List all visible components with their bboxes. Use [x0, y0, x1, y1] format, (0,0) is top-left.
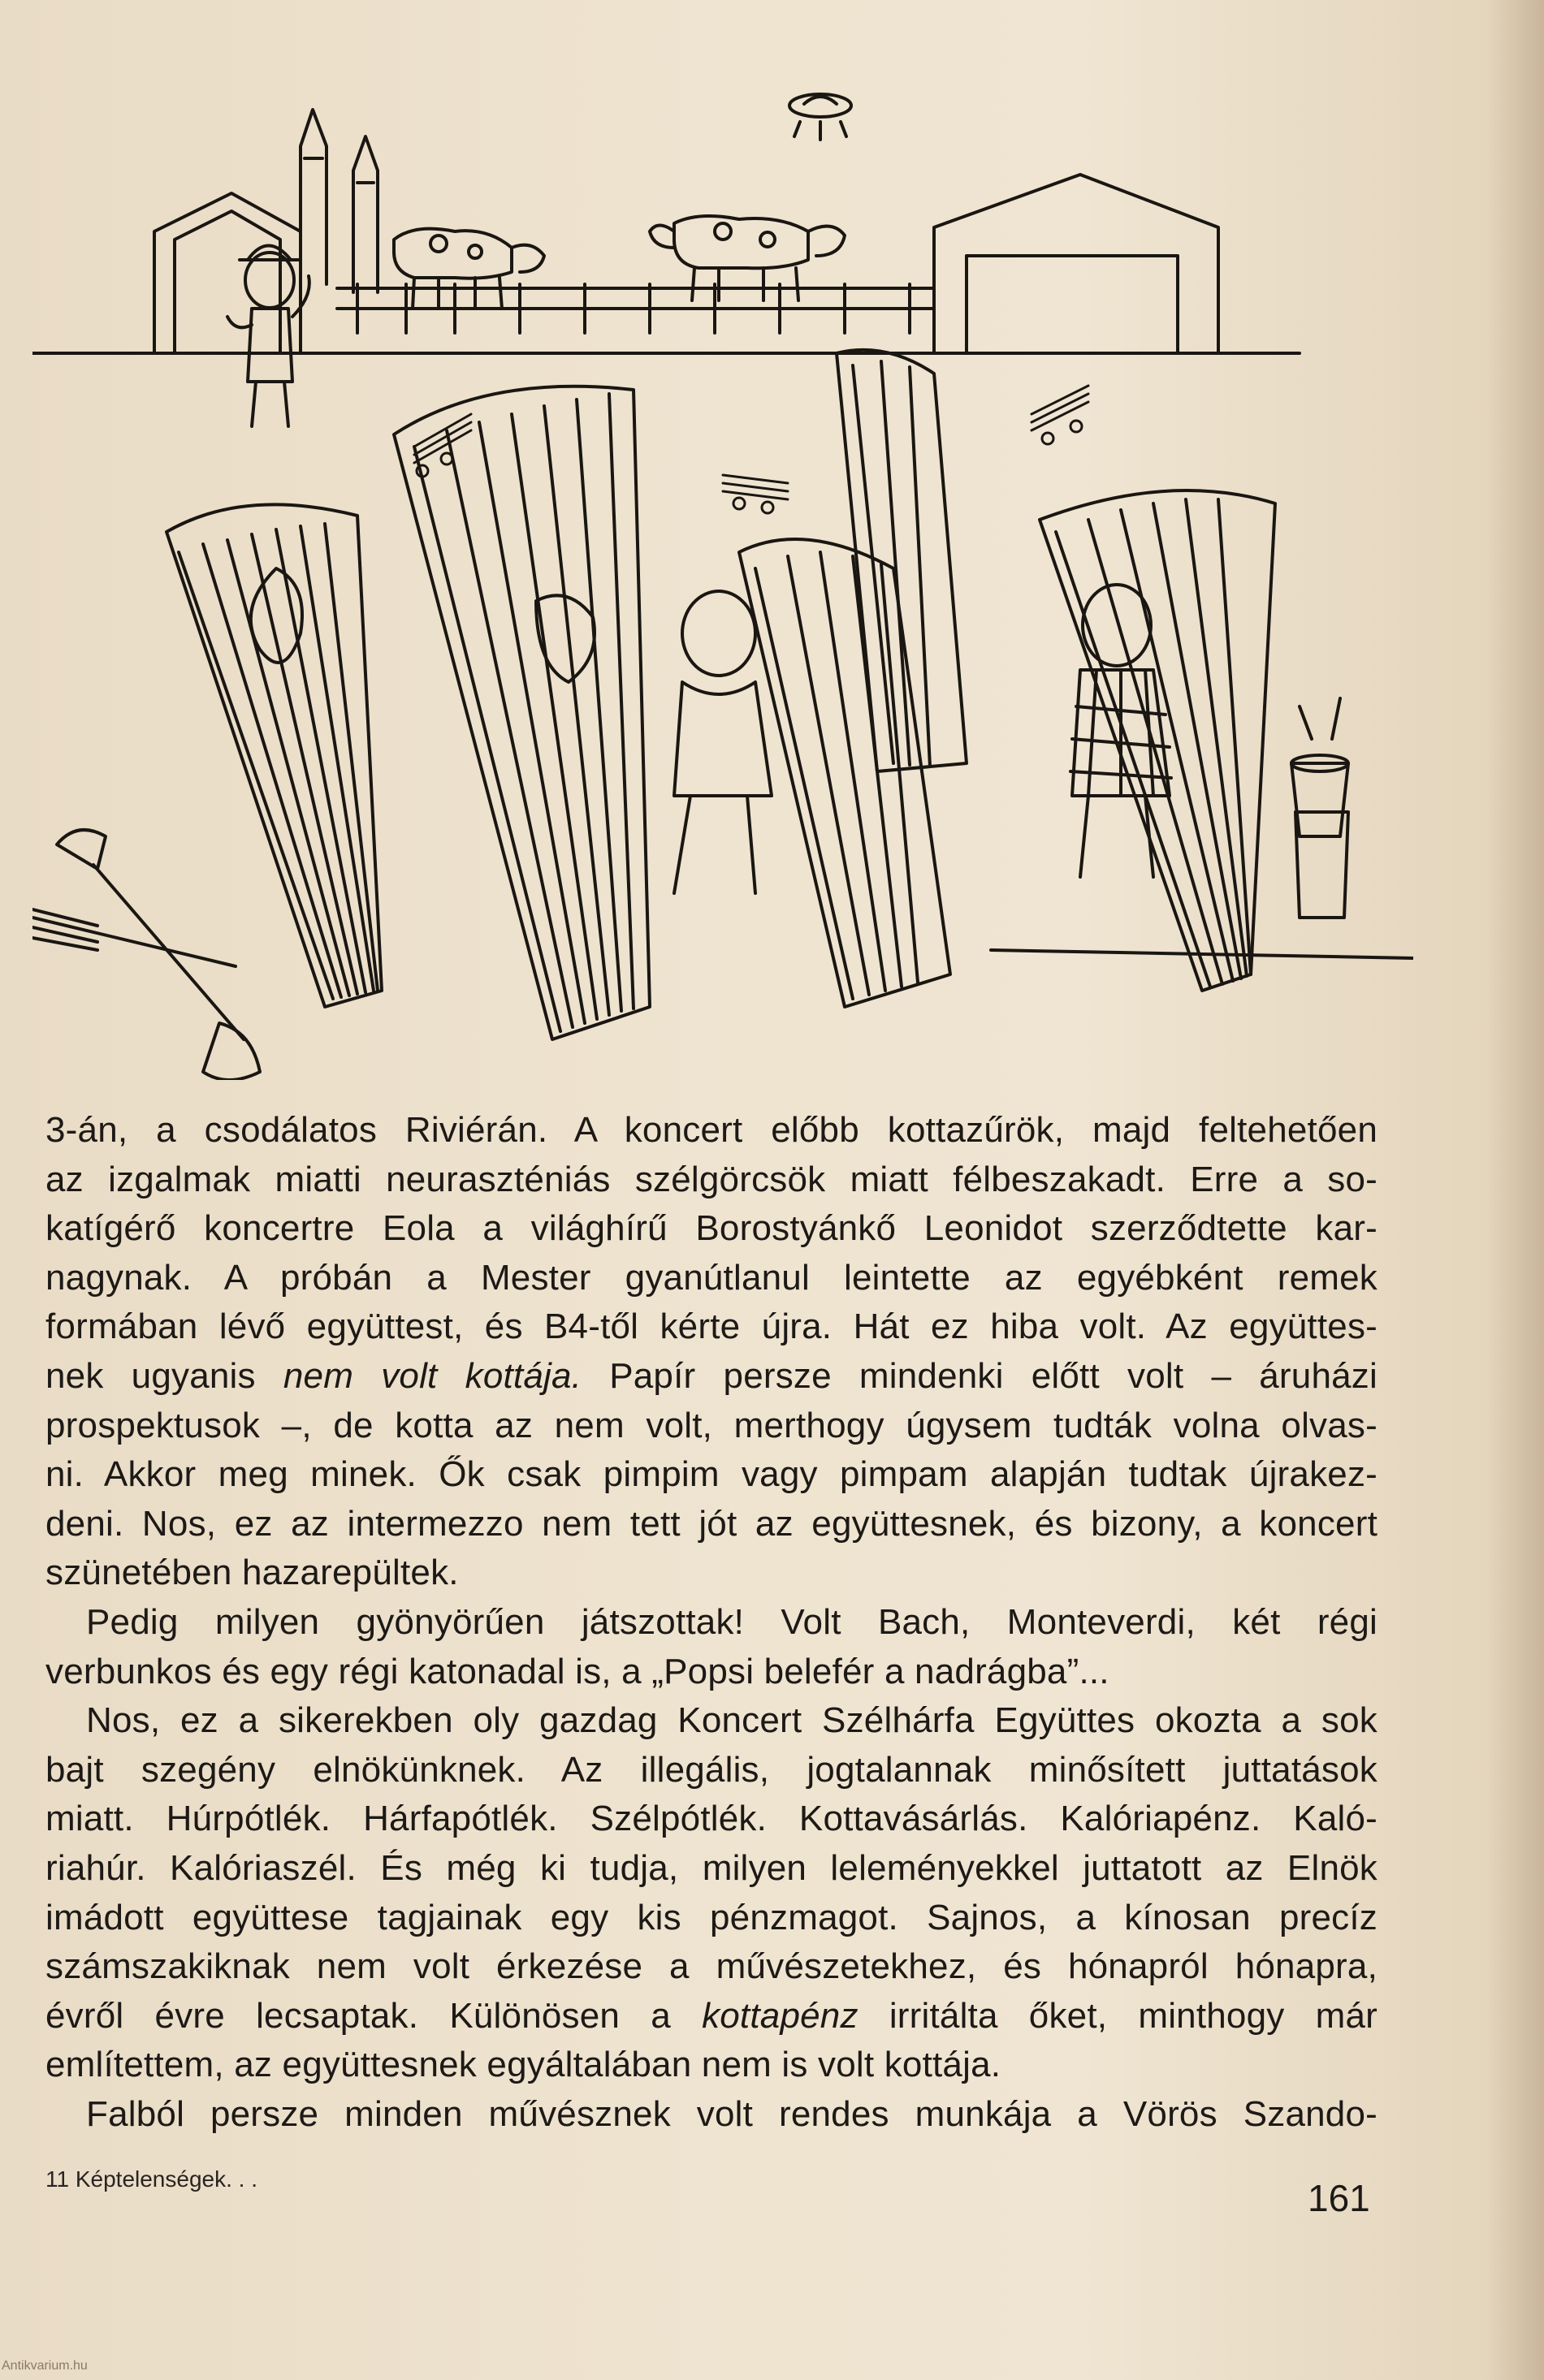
text-line: imádott együttese tagjainak egy kis pénzmagot. Sajnos, a kínosan precíz [45, 1897, 1377, 1937]
chapter-mark: 11 Képtelenségek. . . [45, 2166, 257, 2192]
emphasis: nem volt kottája. [283, 1355, 582, 1396]
body-text [45, 1106, 1377, 2139]
text-line: 3-án, a csodálatos Riviérán. A koncert előbb kottazűrök, majd feltehetően [45, 1110, 1377, 1150]
page-number: 161 [1308, 2177, 1370, 2219]
text-line: évről évre lecsaptak. Különösen a kottapénz irritálta őket, minthogy már [45, 1995, 1378, 2036]
text-line: Nos, ez a sikerekben oly gazdag Koncert Szélhárfa Együttes okozta a sok [86, 1700, 1377, 1741]
text-line: riahúr. Kalóriaszél. És még ki tudja, milyen leleményekkel juttatott az Elnök [45, 1847, 1377, 1888]
church-towers [301, 110, 378, 292]
text-line: szünetében hazarepültek. [45, 1553, 459, 1593]
garden-tools [32, 830, 260, 1080]
text-line: ni. Akkor meg minek. Ők csak pimpim vagy pimpam alapján tudtak újrakez- [45, 1454, 1377, 1495]
text-line: verbunkos és egy régi katonadal is, a „Popsi belefér a nadrágba”... [45, 1651, 1109, 1691]
text-line: Falból persze minden művésznek volt rendes munkája a Vörös Szando- [86, 2093, 1377, 2134]
man-in-hat [227, 246, 309, 427]
harp-1 [167, 504, 382, 1007]
text-line: deni. Nos, ez az intermezzo nem tett jót az együttesnek, és bizony, a koncert [45, 1503, 1377, 1544]
text-line: számszakiknak nem volt érkezése a művészetekhez, és hónapról hónapra, [45, 1946, 1377, 1987]
page-edge-shadow [1487, 0, 1544, 2380]
right-barn [934, 175, 1218, 353]
text-line: katígérő koncertre Eola a világhírű Borostyánkő Leonidot szerződtette kar- [45, 1208, 1377, 1249]
text-line: nagynak. A próbán a Mester gyanútlanul leintette az egyébként remek [45, 1257, 1377, 1298]
harp-3 [739, 350, 967, 1007]
watermark: Antikvarium.hu [2, 2359, 88, 2373]
emphasis: kottapénz [702, 1995, 858, 2036]
cows-left [394, 229, 544, 309]
harp-2 [394, 387, 650, 1039]
text-line: prospektusok –, de kotta az nem volt, merthogy úgysem tudták volna olvas- [45, 1405, 1377, 1445]
harp-ensemble-illustration [32, 65, 1413, 1080]
text-line: említettem, az együttesnek egyáltalában nem is volt kottája. [45, 2045, 1001, 2085]
floor-line [991, 950, 1413, 958]
buckets [1291, 698, 1348, 918]
text-line: formában lévő együttest, és B4-től kérte újra. Hát ez hiba volt. Az együttes- [45, 1307, 1377, 1347]
text-line: miatt. Húrpótlék. Hárfapótlék. Szélpótlék. Kottavásárlás. Kalóriapénz. Kaló- [45, 1799, 1377, 1839]
text-line: nek ugyanis nem volt kottája. Papír persze mindenki előtt volt – áruházi [45, 1355, 1377, 1396]
text-line: Pedig milyen gyönyörűen játszottak! Volt Bach, Monteverdi, két régi [86, 1601, 1377, 1642]
woman-center [674, 591, 772, 893]
text-line: bajt szegény elnökünknek. Az illegális, jogtalannak minősített juttatások [45, 1749, 1377, 1790]
text-line: az izgalmak miatti neuraszténiás szélgörcsök miatt félbeszakadt. Erre a so- [45, 1159, 1377, 1199]
